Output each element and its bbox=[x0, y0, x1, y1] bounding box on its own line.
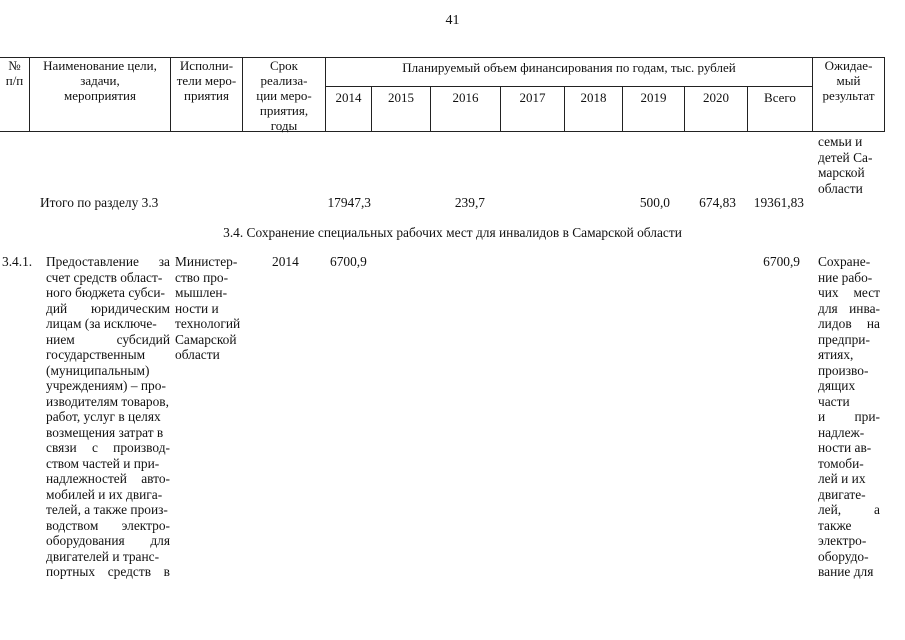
header-num: № п/п bbox=[5, 58, 24, 88]
row-result-line: Сохране- bbox=[818, 254, 871, 269]
row-name-line: счет средств област- bbox=[46, 269, 163, 285]
row-result-line: оборудо- bbox=[818, 548, 869, 564]
header-executors: Исполни- тели меро- приятия bbox=[176, 58, 237, 103]
row-result-line: томоби- bbox=[818, 455, 864, 471]
page-number: 41 bbox=[445, 13, 460, 28]
subtotal-2019: 500,0 bbox=[639, 195, 670, 210]
row-result-line: также bbox=[818, 517, 852, 533]
row-total: 6700,9 bbox=[763, 254, 800, 269]
row-name-line: изводителям товаров, bbox=[46, 393, 169, 409]
row-term: 2014 bbox=[272, 254, 299, 269]
row-name-line: портных средств в bbox=[46, 564, 170, 579]
row-name-line: (муниципальным) bbox=[46, 362, 150, 378]
row-num: 3.4.1. bbox=[2, 254, 33, 269]
row-name-line: телей, а также произ- bbox=[46, 502, 168, 517]
row-result-line: лей и их bbox=[818, 471, 866, 486]
row-name-line: дий юридическим bbox=[46, 300, 170, 316]
row-name-line: водством электро- bbox=[46, 517, 170, 533]
row-result-line: произво- bbox=[818, 362, 869, 378]
row-2014: 6700,9 bbox=[330, 254, 367, 269]
header-year-2015: 2015 bbox=[388, 90, 414, 105]
row-result-line: лей, а bbox=[818, 502, 880, 517]
row-name-line: ного бюджета субси- bbox=[46, 285, 166, 300]
row-result bbox=[818, 254, 880, 580]
carry-over-result: семьи и детей Са- марской области bbox=[818, 134, 873, 196]
row-result-line: для инва- bbox=[818, 300, 880, 316]
row-name-line: государственным bbox=[46, 347, 146, 362]
row-name-line: лицам (за исключе- bbox=[46, 316, 157, 331]
row-result-line: лидов на bbox=[818, 316, 880, 331]
row-result-line: надлеж- bbox=[818, 424, 865, 440]
row-name-line: возмещения затрат в bbox=[46, 424, 164, 440]
row-name-line: учреждениям) – про- bbox=[46, 378, 166, 393]
subtotal-2016: 239,7 bbox=[454, 195, 485, 210]
header-year-2019: 2019 bbox=[640, 90, 667, 105]
row-name-line: двигателей и транс- bbox=[46, 548, 160, 564]
row-result-line: вание для bbox=[818, 564, 874, 579]
row-name-line: надлежностей авто- bbox=[46, 471, 170, 486]
row-result-line: ятиях, bbox=[818, 347, 854, 362]
header-total: Всего bbox=[764, 90, 796, 105]
row-name-line: связи с производ- bbox=[46, 440, 170, 455]
row-executor: Министер- ство про- мышлен- ности и технологий Самарской области bbox=[175, 254, 241, 362]
row-result-line: ние рабо- bbox=[818, 269, 873, 285]
row-result-line: части bbox=[818, 393, 850, 409]
subtotal-label: Итого по разделу 3.3 bbox=[40, 195, 159, 210]
header-year-2017: 2017 bbox=[519, 90, 546, 105]
row-result-line: предпри- bbox=[818, 331, 870, 347]
row-result-line: чих мест bbox=[818, 285, 880, 300]
subtotal-2020: 674,83 bbox=[699, 195, 736, 210]
header-result: Ожидае- мый результат bbox=[822, 58, 875, 103]
row-name-line: мобилей и их двига- bbox=[46, 486, 163, 502]
row-result-line: дящих bbox=[818, 378, 856, 393]
header-name: Наименование цели, задачи, мероприятия bbox=[43, 58, 157, 103]
subtotal-total: 19361,83 bbox=[753, 195, 804, 210]
header-year-2020: 2020 bbox=[703, 90, 729, 105]
row-name-line: работ, услуг в целях bbox=[46, 409, 161, 424]
row-name-line: оборудования для bbox=[46, 533, 170, 548]
row-result-line: и при- bbox=[818, 409, 880, 424]
header-year-2014: 2014 bbox=[335, 90, 362, 105]
section-title: 3.4. Сохранение специальных рабочих мест для инвалидов в Самарской области bbox=[223, 225, 682, 240]
row-name-line: нием субсидий bbox=[46, 331, 170, 347]
row-name-line: Предоставление за bbox=[46, 254, 170, 269]
row-result-line: двигате- bbox=[818, 486, 866, 502]
row-result-line: ности ав- bbox=[818, 440, 872, 455]
header-year-2018: 2018 bbox=[580, 90, 607, 105]
header-funding: Планируемый объем финансирования по годам, тыс. рублей bbox=[402, 60, 736, 75]
row-name bbox=[46, 254, 170, 580]
row-name-line: ством частей и при- bbox=[46, 455, 160, 471]
header-term: Срок реализа- ции меро- приятия, годы bbox=[256, 58, 312, 133]
header-year-2016: 2016 bbox=[452, 90, 479, 105]
subtotal-2014: 17947,3 bbox=[327, 195, 371, 210]
row-result-line: электро- bbox=[818, 533, 867, 548]
table-header bbox=[0, 57, 885, 132]
